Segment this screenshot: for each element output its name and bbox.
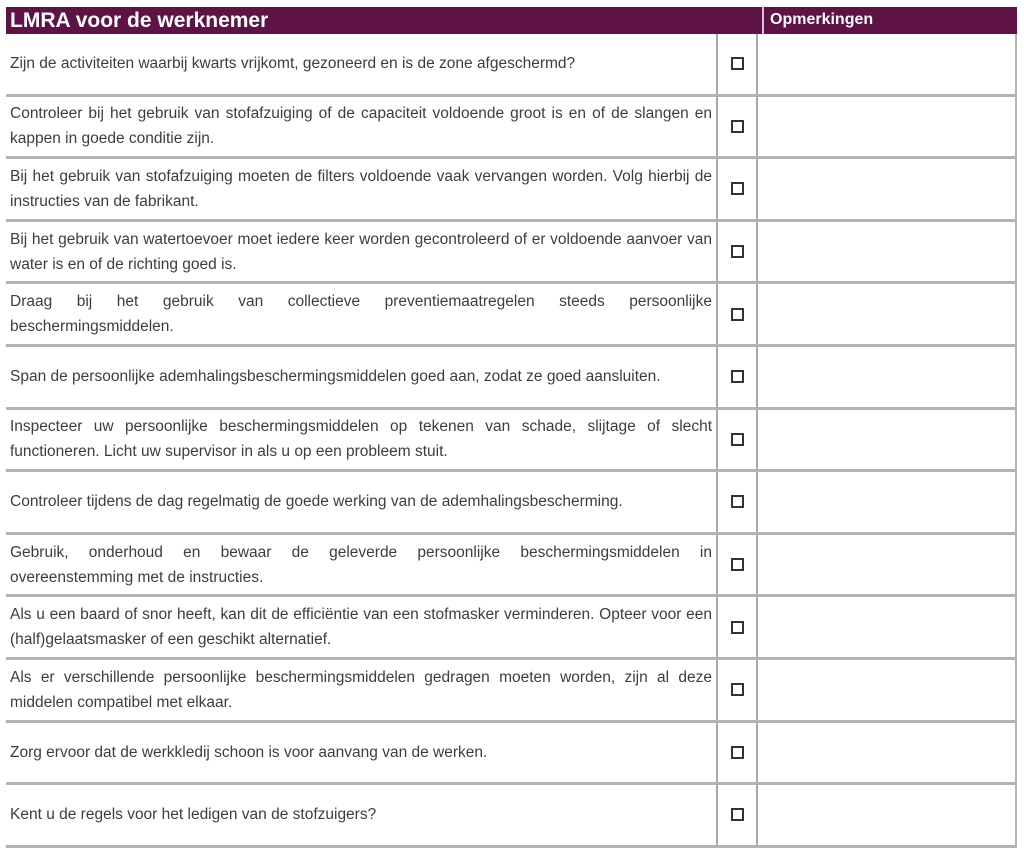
checklist-row [6, 410, 1017, 473]
checklist-item-text [10, 284, 712, 344]
checklist-row [6, 34, 1017, 97]
remarks-field[interactable] [756, 222, 1017, 282]
checkbox-cell [716, 347, 758, 407]
checkbox-cell [716, 785, 758, 845]
checkbox[interactable] [731, 57, 744, 70]
checklist-item-text [10, 222, 712, 282]
checklist-item-label: Als u een baard of snor heeft, kan dit de efficiëntie van een stofmasker verminderen. Opteer voor een (half)gelaatsmasker of een geschikt alternatief. [10, 606, 712, 649]
checklist-item-text [10, 159, 712, 219]
checkbox[interactable] [731, 308, 744, 321]
checklist-item-text [10, 472, 712, 532]
remarks-field[interactable] [756, 347, 1017, 407]
checklist-item-label: Gebruik, onderhoud en bewaar de geleverde persoonlijke beschermingsmiddelen in overeenstemming met de instructies. [10, 543, 712, 586]
page-title: LMRA voor de werknemer [10, 9, 269, 32]
checklist-item-label: Inspecteer uw persoonlijke beschermingsmiddelen op tekenen van schade, slijtage of slecht functioneren. Licht uw supervisor in als u op een probleem stuit. [10, 418, 712, 461]
checklist-row [6, 535, 1017, 598]
checklist-item-text [10, 723, 712, 783]
remarks-field[interactable] [756, 723, 1017, 783]
checkbox-cell [716, 284, 758, 344]
checkbox-cell [716, 159, 758, 219]
checklist-item-label: Zijn de activiteiten waarbij kwarts vrijkomt, gezoneerd en is de zone afgeschermd? [10, 55, 576, 73]
checklist-item-label: Zorg ervoor dat de werkkledij schoon is voor aanvang van de werken. [10, 743, 488, 761]
remarks-field[interactable] [756, 284, 1017, 344]
checklist-item-label: Als er verschillende persoonlijke beschermingsmiddelen gedragen moeten worden, zijn al deze middelen compatibel met elkaar. [10, 668, 712, 711]
checklist-item-label: Kent u de regels voor het ledigen van de stofzuigers? [10, 806, 377, 824]
checkbox-cell [716, 97, 758, 157]
checklist-row [6, 660, 1017, 723]
checklist-item-text [10, 597, 712, 657]
checklist-item-text [10, 410, 712, 470]
checkbox[interactable] [731, 433, 744, 446]
checkbox[interactable] [731, 370, 744, 383]
remarks-column-header: Opmerkingen [762, 7, 873, 34]
remarks-field[interactable] [756, 410, 1017, 470]
checklist-item-text [10, 785, 712, 845]
checkbox-cell [716, 597, 758, 657]
checkbox-cell [716, 535, 758, 595]
checkbox-cell [716, 410, 758, 470]
checkbox[interactable] [731, 495, 744, 508]
checkbox-cell [716, 34, 758, 94]
remarks-field[interactable] [756, 785, 1017, 845]
checklist-row [6, 347, 1017, 410]
checkbox-cell [716, 472, 758, 532]
checklist-item-text [10, 97, 712, 157]
checklist-item-label: Bij het gebruik van watertoevoer moet iedere keer worden gecontroleerd of er voldoende aanvoer van water is en of de richting goed is. [10, 230, 712, 273]
checkbox[interactable] [731, 120, 744, 133]
remarks-field[interactable] [756, 535, 1017, 595]
checklist-row [6, 97, 1017, 160]
checkbox-cell [716, 222, 758, 282]
checklist-row [6, 785, 1017, 848]
checklist-item-label: Controleer tijdens de dag regelmatig de goede werking van de ademhalingsbescherming. [10, 493, 623, 511]
remarks-field[interactable] [756, 472, 1017, 532]
checklist-item-label: Draag bij het gebruik van collectieve preventiemaatregelen steeds persoonlijke beschermingsmiddelen. [10, 293, 712, 336]
remarks-field[interactable] [756, 34, 1017, 94]
checkbox[interactable] [731, 683, 744, 696]
checkbox-cell [716, 723, 758, 783]
checklist-row [6, 723, 1017, 786]
remarks-field[interactable] [756, 97, 1017, 157]
checkbox[interactable] [731, 808, 744, 821]
checklist-item-text [10, 535, 712, 595]
checklist-row [6, 597, 1017, 660]
checklist-item-label: Controleer bij het gebruik van stofafzuiging of de capaciteit voldoende groot is en of de slangen en kappen in goede conditie zijn. [10, 105, 712, 148]
checkbox[interactable] [731, 558, 744, 571]
remarks-field[interactable] [756, 597, 1017, 657]
checkbox-cell [716, 660, 758, 720]
table-header [6, 7, 1017, 34]
checklist-item-text [10, 660, 712, 720]
checklist-item-label: Span de persoonlijke ademhalingsbeschermingsmiddelen goed aan, zodat ze goed aansluiten. [10, 368, 661, 386]
checklist-row [6, 159, 1017, 222]
checkbox[interactable] [731, 746, 744, 759]
remarks-field[interactable] [756, 159, 1017, 219]
checkbox[interactable] [731, 245, 744, 258]
checkbox[interactable] [731, 621, 744, 634]
checklist-item-text [10, 34, 712, 94]
remarks-field[interactable] [756, 660, 1017, 720]
checklist-row [6, 284, 1017, 347]
checklist-row [6, 222, 1017, 285]
checklist-table [6, 34, 1017, 848]
checklist-item-label: Bij het gebruik van stofafzuiging moeten de filters voldoende vaak vervangen worden. Volg hierbij de instructies van de fabrikant. [10, 167, 712, 210]
checkbox[interactable] [731, 182, 744, 195]
checklist-row [6, 472, 1017, 535]
checklist-item-text [10, 347, 712, 407]
